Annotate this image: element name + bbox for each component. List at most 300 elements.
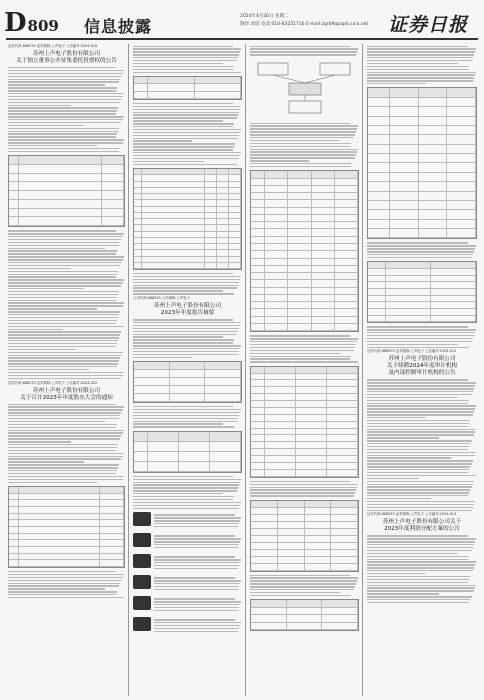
- table-cell: [335, 288, 358, 295]
- text-line: [250, 123, 350, 124]
- text-line: [367, 599, 470, 600]
- text-line: [8, 441, 71, 442]
- text-line: [8, 151, 119, 152]
- table-cell: [100, 514, 124, 521]
- text-line: [133, 138, 238, 139]
- table-cell: [447, 126, 476, 135]
- table-cell: [327, 408, 358, 415]
- text-line: [154, 586, 239, 587]
- table-cell: [9, 534, 19, 541]
- text-line: [133, 152, 241, 153]
- table-cell: [368, 117, 390, 126]
- table-cell: [19, 209, 102, 218]
- page-header: [0, 0, 484, 40]
- table-cell: [288, 324, 311, 331]
- table-cell: [134, 394, 170, 402]
- text-line: [154, 556, 235, 557]
- text-line: [250, 134, 355, 135]
- text-line: [8, 250, 117, 251]
- table-cell: [335, 179, 358, 186]
- body-text: [154, 555, 242, 571]
- table-cell: [327, 429, 358, 436]
- text-line: [8, 96, 123, 97]
- text-line: [154, 541, 240, 542]
- text-line: [367, 475, 476, 476]
- table-cell: [278, 550, 305, 557]
- text-line: [133, 54, 239, 55]
- table-cell: [251, 543, 278, 550]
- text-line: [8, 93, 124, 94]
- announcement-title: [133, 303, 242, 317]
- table-cell: [335, 309, 358, 316]
- table-cell: [296, 387, 327, 394]
- column-divider: [128, 44, 129, 696]
- body-text: [133, 103, 242, 165]
- text-line: [154, 523, 239, 524]
- text-line: [8, 352, 123, 353]
- table-cell: [312, 309, 335, 316]
- text-line: [133, 354, 238, 355]
- text-line: [250, 128, 357, 129]
- table-cell: [312, 280, 335, 287]
- table-cell: [322, 615, 358, 623]
- text-line: [367, 460, 473, 461]
- table-cell: [431, 276, 476, 283]
- text-line: [367, 489, 470, 490]
- table-cell: [287, 623, 323, 631]
- table-cell: [296, 449, 327, 456]
- text-line: [154, 625, 240, 626]
- text-line: [367, 420, 470, 421]
- text-line: [367, 570, 473, 571]
- text-line: [133, 149, 233, 150]
- text-line: [133, 48, 241, 49]
- table-cell: [368, 88, 390, 97]
- table-cell: [419, 229, 448, 238]
- table-cell: [312, 186, 335, 193]
- table-cell: [296, 380, 327, 387]
- text-line: [133, 484, 239, 485]
- column-1: [8, 44, 125, 696]
- table-cell: [431, 282, 476, 289]
- table-cell: [390, 220, 419, 229]
- table-cell: [288, 179, 311, 186]
- text-line: [250, 157, 355, 158]
- table-cell: [210, 442, 241, 452]
- table-cell: [229, 263, 241, 269]
- text-line: [8, 268, 71, 269]
- text-line: [8, 76, 121, 77]
- body-text: [154, 513, 242, 529]
- announcement-title-line: 苏州上声电子股份有限公司关于: [382, 519, 462, 526]
- text-line: [250, 350, 354, 351]
- body-text: [154, 618, 242, 634]
- text-line: [8, 456, 123, 457]
- table-cell: [312, 179, 335, 186]
- table-cell: [134, 378, 170, 386]
- table-cell: [419, 163, 448, 172]
- column-4: [367, 44, 477, 696]
- text-line: [8, 136, 116, 137]
- text-line: [250, 137, 354, 138]
- table-cell: [251, 222, 265, 229]
- text-line: [154, 598, 235, 599]
- table-cell: [102, 200, 124, 209]
- table-cell: [296, 374, 327, 381]
- data-table: [250, 366, 359, 478]
- table-cell: [251, 623, 287, 631]
- table-cell: [148, 84, 195, 91]
- text-line: [367, 484, 473, 485]
- text-line: [8, 90, 116, 91]
- text-line: [367, 426, 468, 427]
- table-cell: [251, 200, 265, 207]
- table-cell: [296, 429, 327, 436]
- text-line: [8, 282, 123, 283]
- text-line: [8, 81, 119, 82]
- table-cell: [134, 452, 148, 462]
- table-cell: [419, 98, 448, 107]
- table-cell: [170, 378, 206, 386]
- table-cell: [312, 171, 335, 178]
- text-line: [250, 160, 309, 161]
- table-cell: [179, 462, 210, 472]
- text-line: [8, 125, 84, 126]
- text-line: [367, 455, 475, 456]
- text-line: [367, 391, 473, 392]
- text-line: [250, 131, 356, 132]
- table-cell: [9, 520, 19, 527]
- table-cell: [9, 560, 19, 567]
- table-cell: [312, 295, 335, 302]
- data-table: [367, 87, 477, 239]
- table-cell: [327, 374, 358, 381]
- text-line: [8, 105, 71, 106]
- text-line: [367, 501, 475, 502]
- text-line: [367, 400, 469, 401]
- text-line: [133, 415, 239, 416]
- table-cell: [447, 182, 476, 191]
- data-table: [133, 168, 242, 270]
- table-cell: [386, 269, 431, 276]
- table-cell: [251, 557, 278, 564]
- text-line: [8, 594, 116, 595]
- table-cell: [265, 408, 296, 415]
- text-line: [250, 335, 350, 336]
- text-line: [154, 604, 240, 605]
- text-line: [367, 478, 419, 479]
- text-line: [8, 343, 117, 344]
- table-cell: [265, 266, 288, 273]
- table-cell: [251, 408, 265, 415]
- text-line: [367, 388, 474, 389]
- table-cell: [265, 317, 288, 324]
- text-line: [8, 259, 123, 260]
- text-line: [133, 120, 223, 121]
- table-cell: [296, 456, 327, 463]
- table-cell: [305, 543, 332, 550]
- table-cell: [265, 179, 288, 186]
- table-cell: [217, 263, 229, 269]
- text-line: [8, 430, 124, 431]
- table-cell: [9, 191, 19, 200]
- text-line: [8, 421, 105, 422]
- text-line: [367, 431, 475, 432]
- text-line: [8, 583, 120, 584]
- text-line: [367, 440, 472, 441]
- table-cell: [390, 210, 419, 219]
- text-line: [133, 487, 238, 488]
- table-cell: [9, 182, 19, 191]
- text-line: [8, 418, 119, 419]
- table-cell: [288, 193, 311, 200]
- text-line: [8, 142, 123, 143]
- text-line: [133, 276, 241, 277]
- table-cell: [390, 182, 419, 191]
- text-line: [367, 437, 439, 438]
- text-line: [367, 550, 472, 551]
- text-line: [367, 382, 476, 383]
- text-line: [133, 158, 239, 159]
- text-line: [8, 415, 120, 416]
- text-line: [367, 335, 474, 336]
- text-line: [8, 363, 118, 364]
- announcement-title-line: 苏州上声电子股份有限公司: [32, 387, 101, 394]
- text-line: [367, 344, 458, 345]
- text-line: [154, 601, 241, 602]
- text-line: [250, 341, 357, 342]
- table-cell: [447, 163, 476, 172]
- table-cell: [296, 422, 327, 429]
- table-cell: [296, 442, 327, 449]
- table-cell: [296, 367, 327, 374]
- table-cell: [19, 547, 100, 554]
- text-line: [8, 131, 118, 132]
- body-text: [367, 326, 477, 348]
- table-cell: [19, 200, 102, 209]
- text-line: [250, 358, 350, 359]
- table-cell: [102, 174, 124, 183]
- table-cell: [251, 429, 265, 436]
- text-line: [250, 361, 358, 362]
- text-line: [250, 492, 355, 493]
- text-line: [133, 293, 234, 294]
- table-cell: [335, 186, 358, 193]
- column-2: [133, 44, 242, 696]
- table-cell: [368, 282, 386, 289]
- text-line: [133, 114, 238, 115]
- table-cell: [9, 494, 19, 501]
- table-cell: [390, 145, 419, 154]
- table-cell: [312, 251, 335, 258]
- table-cell: [447, 98, 476, 107]
- table-cell: [335, 251, 358, 258]
- text-line: [367, 538, 476, 539]
- table-cell: [195, 77, 242, 84]
- text-line: [133, 135, 239, 136]
- table-cell: [251, 295, 265, 302]
- text-line: [8, 476, 124, 477]
- text-line: [154, 589, 238, 590]
- table-cell: [251, 273, 265, 280]
- table-cell: [322, 600, 358, 608]
- announcement-title: [367, 356, 477, 377]
- text-line: [367, 541, 475, 542]
- table-cell: [251, 380, 265, 387]
- table-cell: [205, 394, 241, 402]
- text-line: [250, 166, 351, 167]
- table-cell: [296, 470, 327, 477]
- text-line: [250, 583, 356, 584]
- table-cell: [312, 193, 335, 200]
- table-cell: [288, 200, 311, 207]
- body-text: [154, 534, 242, 550]
- table-cell: [265, 324, 288, 331]
- text-line: [154, 622, 241, 623]
- text-line: [367, 69, 468, 70]
- table-cell: [305, 550, 332, 557]
- text-line: [8, 279, 124, 280]
- text-line: [367, 385, 475, 386]
- text-line: [8, 360, 119, 361]
- table-cell: [327, 367, 358, 374]
- text-line: [367, 394, 472, 395]
- table-cell: [368, 98, 390, 107]
- table-cell: [265, 470, 296, 477]
- text-line: [367, 341, 472, 342]
- text-line: [133, 508, 239, 509]
- text-line: [367, 338, 473, 339]
- announcement-title-line: 关于独立董事公开征集委托投票权的公告: [16, 58, 117, 64]
- table-cell: [148, 462, 179, 472]
- text-line: [367, 242, 468, 243]
- table-cell: [322, 608, 358, 616]
- text-line: [250, 592, 340, 593]
- body-text: [367, 242, 477, 258]
- text-line: [367, 559, 468, 560]
- text-line: [367, 498, 431, 499]
- text-line: [250, 586, 355, 587]
- table-cell: [390, 201, 419, 210]
- table-cell: [134, 386, 170, 394]
- text-line: [367, 403, 468, 404]
- table-cell: [312, 259, 335, 266]
- table-cell: [368, 316, 386, 323]
- table-cell: [9, 547, 19, 554]
- table-cell: [335, 324, 358, 331]
- text-line: [8, 233, 124, 234]
- table-cell: [419, 154, 448, 163]
- table-cell: [100, 527, 124, 534]
- text-line: [8, 329, 63, 330]
- text-line: [133, 476, 233, 477]
- data-table: [250, 170, 359, 332]
- table-cell: [100, 487, 124, 494]
- table-cell: [296, 408, 327, 415]
- table-cell: [102, 165, 124, 174]
- table-cell: [251, 237, 265, 244]
- table-cell: [9, 174, 19, 183]
- table-cell: [251, 288, 265, 295]
- body-text: [154, 576, 242, 592]
- table-cell: [327, 463, 358, 470]
- text-line: [367, 469, 469, 470]
- table-cell: [447, 192, 476, 201]
- text-line: [154, 565, 239, 566]
- text-line: [8, 148, 120, 149]
- table-cell: [288, 259, 311, 266]
- table-cell: [251, 266, 265, 273]
- text-line: [8, 116, 124, 117]
- table-cell: [390, 126, 419, 135]
- table-cell: [9, 554, 19, 561]
- table-cell: [287, 608, 323, 616]
- table-cell: [368, 262, 386, 269]
- text-line: [250, 595, 351, 596]
- header-rule: [6, 38, 478, 40]
- table-cell: [9, 217, 19, 226]
- table-cell: [288, 309, 311, 316]
- table-cell: [331, 522, 358, 529]
- table-cell: [251, 394, 265, 401]
- table-cell: [390, 98, 419, 107]
- text-line: [8, 271, 118, 272]
- table-cell: [251, 442, 265, 449]
- table-cell: [134, 370, 170, 378]
- text-line: [367, 251, 474, 252]
- text-line: [250, 580, 357, 581]
- org-chart-diagram: [250, 57, 359, 117]
- table-cell: [312, 266, 335, 273]
- product-photo: [133, 533, 151, 547]
- table-cell: [251, 387, 265, 394]
- text-line: [8, 84, 105, 85]
- table-cell: [288, 222, 311, 229]
- text-line: [133, 412, 240, 413]
- text-line: [367, 510, 472, 511]
- text-line: [133, 46, 233, 47]
- text-line: [8, 375, 123, 376]
- table-cell: [148, 452, 179, 462]
- table-cell: [205, 378, 241, 386]
- table-cell: [9, 507, 19, 514]
- text-line: [250, 356, 351, 357]
- text-line: [367, 57, 473, 58]
- table-cell: [265, 280, 288, 287]
- table-cell: [419, 88, 448, 97]
- table-cell: [288, 237, 311, 244]
- table-cell: [100, 547, 124, 554]
- table-cell: [148, 92, 195, 99]
- table-cell: [331, 529, 358, 536]
- table-cell: [386, 282, 431, 289]
- text-line: [154, 535, 235, 536]
- table-cell: [100, 540, 124, 547]
- text-line: [367, 329, 476, 330]
- table-cell: [288, 317, 311, 324]
- table-cell: [312, 324, 335, 331]
- table-cell: [288, 295, 311, 302]
- text-line: [367, 585, 476, 586]
- text-line: [250, 338, 358, 339]
- text-line: [8, 461, 84, 462]
- table-cell: [431, 309, 476, 316]
- page-letter: D: [4, 8, 27, 38]
- table-cell: [312, 273, 335, 280]
- table-cell: [210, 452, 241, 462]
- text-line: [8, 355, 121, 356]
- table-cell: [419, 117, 448, 126]
